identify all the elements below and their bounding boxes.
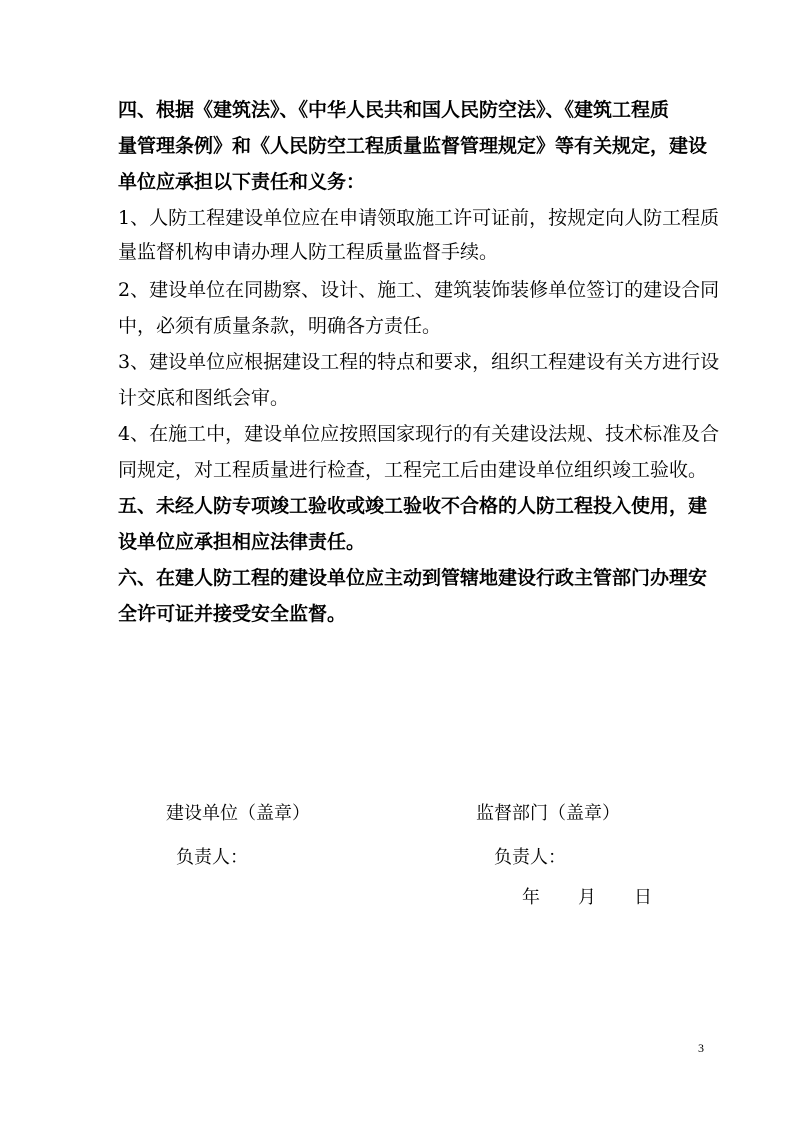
item-4-line-2: 同规定，对工程质量进行检查，工程完工后由建设单位组织竣工验收。 (118, 459, 708, 481)
item-3-line-2: 计交底和图纸会审。 (118, 387, 290, 409)
item-3-line-1: 3、建设单位应根据建设工程的特点和要求，组织工程建设有关方进行设 (118, 351, 720, 373)
item-2-line-1: 2、建设单位在同勘察、设计、施工、建筑装饰装修单位签订的建设合同 (118, 279, 720, 301)
paragraph-5-line-2: 设单位应承担相应法律责任。 (118, 531, 366, 553)
paragraph-4-line-3: 单位应承担以下责任和义务： (118, 171, 366, 193)
page-number: 3 (698, 1041, 704, 1055)
paragraph-4-line-2: 量管理条例》和《人民防空工程质量监督管理规定》等有关规定，建设 (118, 135, 708, 157)
responsible-person-left-label: 负责人： (176, 847, 248, 868)
item-1-line-1: 1、人防工程建设单位应在申请领取施工许可证前，按规定向人防工程质 (118, 207, 720, 229)
paragraph-6-line-2: 全许可证并接受安全监督。 (118, 603, 347, 625)
paragraph-5-line-1: 五、未经人防专项竣工验收或竣工验收不合格的人防工程投入使用，建 (118, 495, 708, 517)
date-month-label: 月 (578, 887, 596, 908)
construction-unit-seal-label: 建设单位（盖章） (166, 803, 310, 824)
date-year-label: 年 (522, 887, 540, 908)
paragraph-4-line-1: 四、根据《建筑法》、《中华人民共和国人民防空法》、《建筑工程质 (118, 99, 670, 121)
supervision-dept-seal-label: 监督部门（盖章） (476, 803, 620, 824)
item-2-line-2: 中，必须有质量条款，明确各方责任。 (118, 315, 442, 337)
item-4-line-1: 4、在施工中，建设单位应按照国家现行的有关建设法规、技术标准及合 (118, 423, 720, 445)
responsible-person-right-label: 负责人： (494, 847, 566, 868)
item-1-line-2: 量监督机构申请办理人防工程质量监督手续。 (118, 241, 499, 263)
date-day-label: 日 (634, 887, 652, 908)
paragraph-6-line-1: 六、在建人防工程的建设单位应主动到管辖地建设行政主管部门办理安 (118, 567, 708, 589)
